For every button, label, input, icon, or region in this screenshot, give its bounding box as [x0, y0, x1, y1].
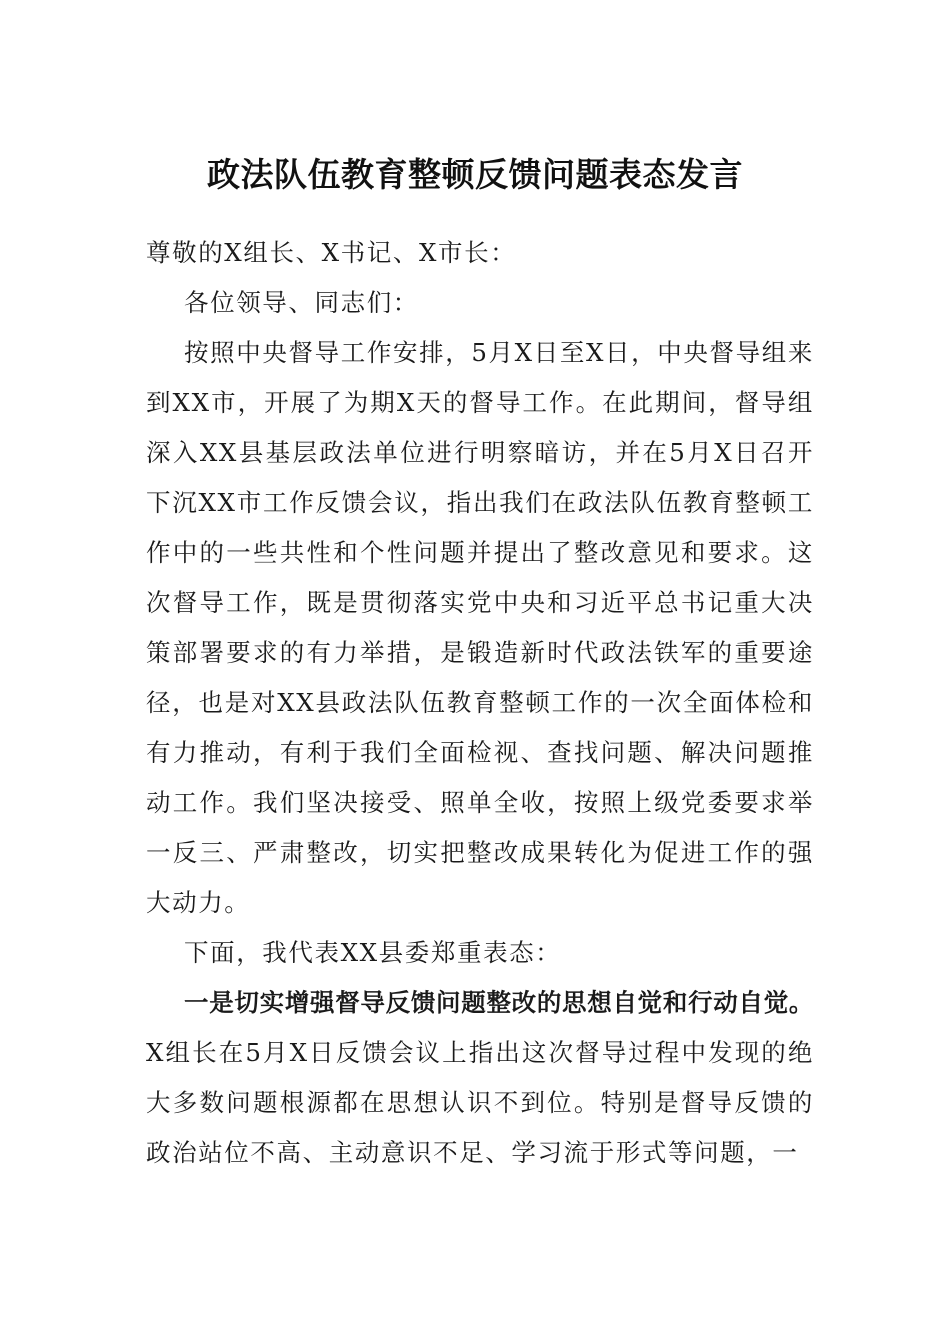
- paragraph-2: 下面，我代表XX县委郑重表态：: [184, 938, 562, 967]
- greeting: 各位领导、同志们：: [184, 288, 419, 317]
- paragraph-1: 按照中央督导工作安排，5月X日至X日，中央督导组来到XX市，开展了为期X天的督导工作。在此期间，督导组深入XX县基层政法单位进行明察暗访，并在5月X日召开下沉XX市工作反馈会议，指出我们在政法队伍教育整顿工作中的一些共性和个性问题并提出了整改意见和要求。这次督导工作，既是贯彻落实党中央和习近平总书记重大决策部署要求的有力举措，是锻造新时代政法铁军的重要途径，也是对XX县政法队伍教育整顿工作的一次全面体检和有力推动，有利于我们全面检视、查找问题、解决问题推动工作。我们坚决接受、照单全收，按照上级党委要求举一反三、严肃整改，切实把整改成果转化为促进工作的强大动力。: [146, 338, 814, 917]
- section-1-text: X组长在5月X日反馈会议上指出这次督导过程中发现的绝大多数问题根源都在思想认识不到位。特别是督导反馈的政治站位不高、主动意识不足、学习流于形式等问题，一: [146, 1038, 814, 1167]
- section-1-paragraph: [146, 978, 814, 1178]
- document-body: [146, 228, 814, 1178]
- salutation: 尊敬的X组长、X书记、X市长：: [146, 238, 517, 267]
- document-title: 政法队伍教育整顿反馈问题表态发言: [207, 155, 743, 195]
- section-1-heading: 一是切实增强督导反馈问题整改的思想自觉和行动自觉。: [184, 988, 814, 1017]
